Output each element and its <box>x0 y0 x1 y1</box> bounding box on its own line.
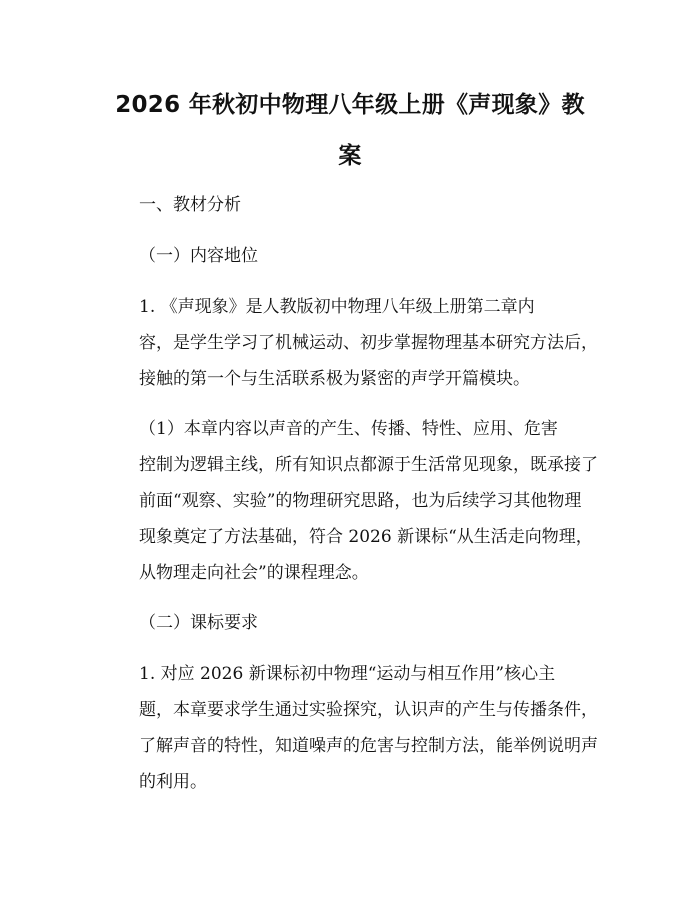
paragraph-line: 控制为逻辑主线，所有知识点都源于生活常见现象，既承接了 <box>139 455 598 475</box>
subsection-heading-content-position: （一）内容地位 <box>139 246 258 266</box>
paragraph-line: （1）本章内容以声音的产生、传播、特性、应用、危害 <box>139 419 558 439</box>
subsection-heading-curriculum-requirements: （二）课标要求 <box>139 613 258 633</box>
paragraph-content-position-2 <box>105 411 605 591</box>
paragraph-line: 接触的第一个与生活联系极为紧密的声学开篇模块。 <box>139 369 530 389</box>
paragraph-line: 的利用。 <box>139 772 207 792</box>
title-line: 案 <box>338 143 362 169</box>
paragraph-line: 了解声音的特性，知道噪声的危害与控制方法，能举例说明声 <box>139 736 598 756</box>
document-body <box>105 187 605 814</box>
paragraph-line: 现象奠定了方法基础，符合 2026 新课标“从生活走向物理， <box>139 527 593 547</box>
paragraph-line: 前面“观察、实验”的物理研究思路，也为后续学习其他物理 <box>139 491 582 511</box>
paragraph-line: 1. 对应 2026 新课标初中物理“运动与相互作用”核心主 <box>139 664 556 684</box>
paragraph-line: 1. 《声现象》是人教版初中物理八年级上册第二章内 <box>139 297 535 317</box>
paragraph-curriculum-requirements-1 <box>105 656 605 800</box>
paragraph-content-position-1 <box>105 289 605 397</box>
document-title <box>95 80 605 182</box>
paragraph-line: 从物理走向社会”的课程理念。 <box>139 563 369 583</box>
paragraph-line: 题，本章要求学生通过实验探究，认识声的产生与传播条件， <box>139 700 598 720</box>
section-heading-textbook-analysis: 一、教材分析 <box>139 195 241 215</box>
title-line: 2026 年秋初中物理八年级上册《声现象》教 <box>115 92 585 118</box>
paragraph-line: 容，是学生学习了机械运动、初步掌握物理基本研究方法后， <box>139 333 598 353</box>
